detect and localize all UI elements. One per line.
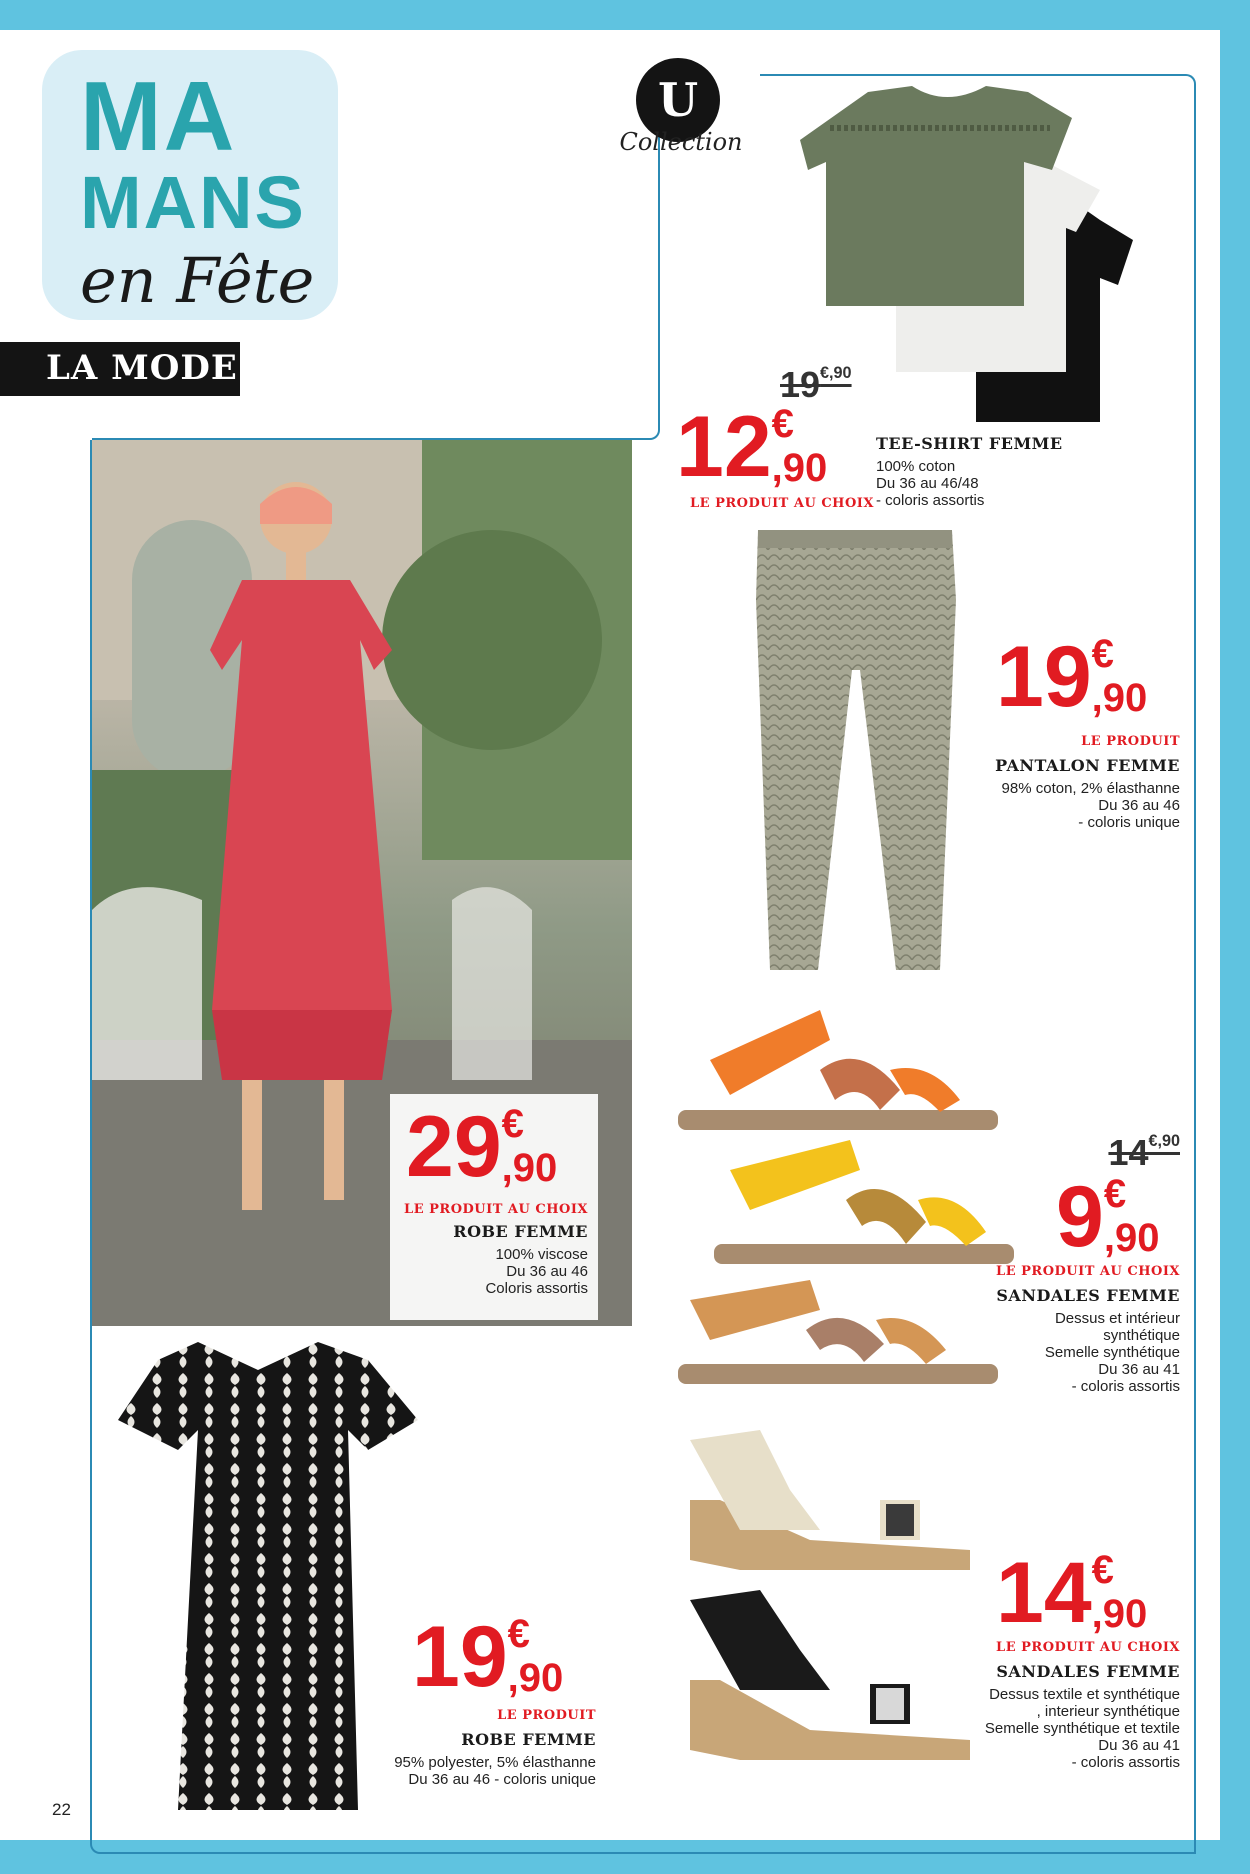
old-price-int: 19 bbox=[780, 364, 821, 405]
robe1-name: ROBE FEMME bbox=[453, 1222, 588, 1241]
desc-line: 100% viscose bbox=[495, 1246, 588, 1263]
desc-line: 95% polyester, 5% élasthanne bbox=[394, 1754, 596, 1771]
brand-logo-icon: U bbox=[636, 58, 720, 142]
desc-line: Dessus textile et synthétique bbox=[989, 1686, 1180, 1703]
pantalon-image bbox=[756, 530, 956, 980]
sandales1-label: LE PRODUIT AU CHOIX bbox=[996, 1264, 1180, 1279]
pantalon-label: LE PRODUIT bbox=[1081, 734, 1180, 749]
desc-line: Du 36 au 46 bbox=[1098, 797, 1180, 814]
old-price-dec: €,90 bbox=[1148, 1132, 1180, 1150]
price-int: 19 bbox=[996, 629, 1092, 725]
price-side bbox=[1092, 634, 1148, 718]
price-side bbox=[502, 1104, 558, 1188]
price-decimal: ,90 bbox=[507, 1656, 564, 1700]
price-side bbox=[1092, 1550, 1148, 1634]
desc-line: Du 36 au 41 bbox=[1098, 1737, 1180, 1754]
price-int: 19 bbox=[412, 1609, 508, 1705]
desc-line: Du 36 au 46 - coloris unique bbox=[408, 1771, 596, 1788]
old-price-dec: €,90 bbox=[820, 364, 852, 382]
price-decimal: ,90 bbox=[1091, 1592, 1148, 1636]
robe1-price bbox=[406, 1099, 558, 1195]
desc-line: - coloris assortis bbox=[1071, 1378, 1180, 1395]
price-int: 12 bbox=[676, 399, 772, 495]
desc-line: - coloris unique bbox=[1078, 814, 1180, 831]
robe2-label: LE PRODUIT bbox=[497, 1708, 596, 1723]
price-side bbox=[1104, 1174, 1160, 1258]
desc-line: - coloris assortis bbox=[1071, 1754, 1180, 1771]
pantalon-desc bbox=[900, 780, 1180, 831]
sandales1-old-price bbox=[1040, 1132, 1180, 1174]
price-currency: € bbox=[771, 402, 794, 446]
desc-line: Coloris assortis bbox=[485, 1280, 588, 1297]
sandales2-desc bbox=[900, 1686, 1180, 1771]
teeshirt-desc bbox=[876, 458, 984, 509]
pantalon-name: PANTALON FEMME bbox=[995, 756, 1180, 775]
title-line-3: en Fête bbox=[80, 244, 315, 317]
price-currency: € bbox=[501, 1102, 524, 1146]
title-line-1: MA bbox=[80, 61, 237, 171]
robe1-label: LE PRODUIT AU CHOIX bbox=[404, 1202, 588, 1217]
sandales2-price bbox=[996, 1545, 1148, 1641]
section-band: LA MODE bbox=[0, 342, 240, 396]
teeshirt-image bbox=[800, 80, 1160, 430]
desc-line: Dessus et intérieur bbox=[1054, 1310, 1180, 1327]
price-decimal: ,90 bbox=[1091, 676, 1148, 720]
desc-line: 98% coton, 2% élasthanne bbox=[1001, 780, 1180, 797]
price-decimal: ,90 bbox=[501, 1146, 558, 1190]
teeshirt-label: LE PRODUIT AU CHOIX bbox=[690, 496, 874, 511]
sandales2-name: SANDALES FEMME bbox=[996, 1662, 1180, 1681]
sandales2-label: LE PRODUIT AU CHOIX bbox=[996, 1640, 1180, 1655]
desc-line: 100% coton bbox=[876, 458, 956, 475]
price-currency: € bbox=[1091, 632, 1114, 676]
price-int: 29 bbox=[406, 1099, 502, 1195]
price-int: 9 bbox=[1056, 1169, 1104, 1265]
desc-line: Semelle synthétique et textile bbox=[984, 1720, 1180, 1737]
price-currency: € bbox=[1091, 1548, 1114, 1592]
desc-line: Du 36 au 41 bbox=[1098, 1361, 1180, 1378]
desc-line: synthétique bbox=[1103, 1327, 1180, 1344]
sandales1-price bbox=[1056, 1169, 1160, 1265]
sandales1-desc bbox=[940, 1310, 1180, 1395]
robe2-image bbox=[118, 1340, 428, 1810]
price-currency: € bbox=[1103, 1172, 1127, 1216]
robe1-desc bbox=[396, 1246, 588, 1297]
teeshirt-old-price bbox=[780, 364, 852, 406]
price-side bbox=[772, 404, 828, 488]
desc-line: Semelle synthétique bbox=[1044, 1344, 1180, 1361]
desc-line: Du 36 au 46/48 bbox=[876, 475, 979, 492]
pantalon-price bbox=[996, 629, 1148, 725]
desc-line: , interieur synthétique bbox=[1036, 1703, 1180, 1720]
sandales1-name: SANDALES FEMME bbox=[996, 1286, 1180, 1305]
page-number: 22 bbox=[52, 1800, 71, 1819]
robe2-desc bbox=[356, 1754, 596, 1788]
price-side bbox=[508, 1614, 564, 1698]
price-decimal: ,90 bbox=[771, 446, 828, 490]
price-decimal: ,90 bbox=[1103, 1216, 1160, 1260]
price-currency: € bbox=[507, 1612, 530, 1656]
old-price-int: 14 bbox=[1108, 1132, 1149, 1173]
title-line-2: MANS bbox=[80, 161, 306, 244]
price-int: 14 bbox=[996, 1545, 1092, 1641]
teeshirt-name: TEE-SHIRT FEMME bbox=[876, 434, 1063, 453]
robe2-price bbox=[412, 1609, 564, 1705]
desc-line: Du 36 au 46 bbox=[506, 1263, 588, 1280]
desc-line: - coloris assortis bbox=[876, 492, 985, 509]
brand-name: Collection bbox=[619, 128, 743, 156]
robe2-name: ROBE FEMME bbox=[461, 1730, 596, 1749]
teeshirt-price bbox=[676, 399, 828, 495]
